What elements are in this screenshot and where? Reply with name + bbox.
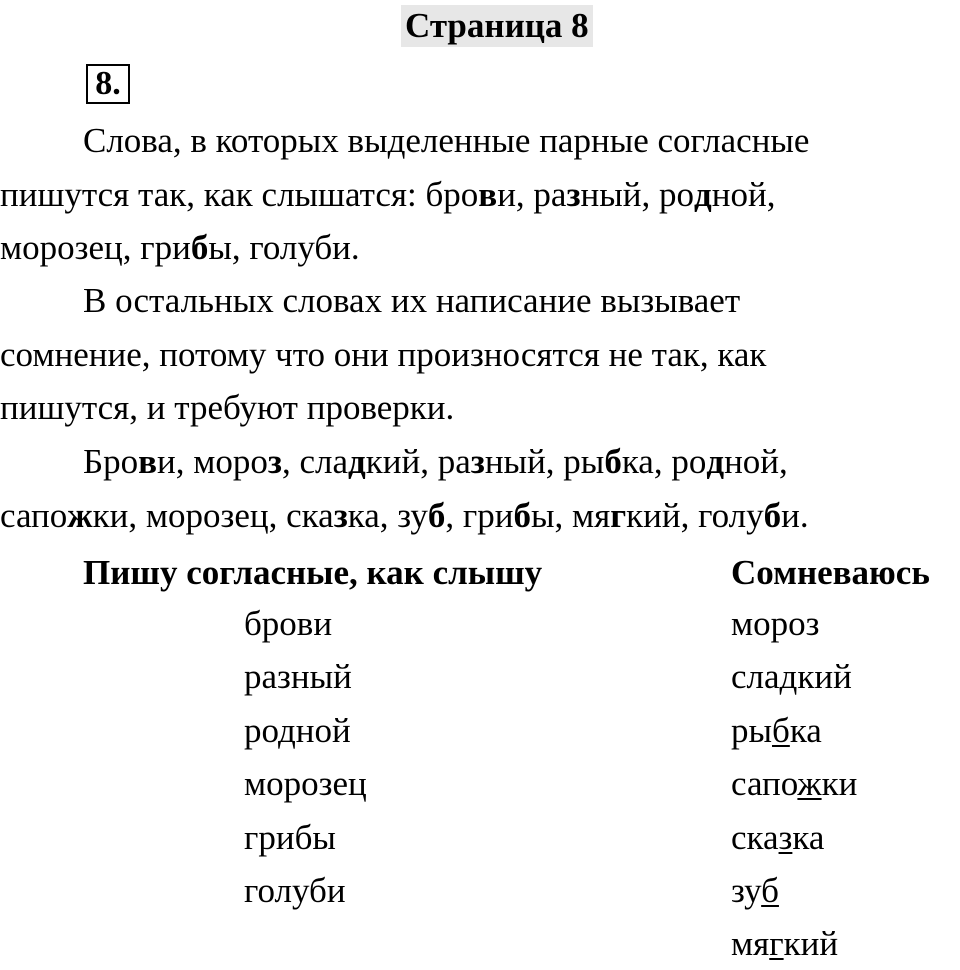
right-column-header: Сомневаюсь <box>731 553 930 592</box>
left-column-header: Пишу согласные, как слышу <box>83 553 543 592</box>
p2-line-3: пишутся, и требуют проверки. <box>0 388 455 427</box>
right-item: мороз <box>731 604 820 643</box>
right-item: сказка <box>731 818 825 857</box>
page-title: Страница 8 <box>401 5 593 47</box>
p1-line-1: Слова, в которых выделенные парные согласные <box>83 121 810 160</box>
p2-line-2: сомнение, потому что они произносятся не так, как <box>0 335 767 374</box>
left-item: родной <box>244 711 351 750</box>
right-item: мягкий <box>731 924 839 963</box>
right-item: зуб <box>731 871 779 910</box>
left-item: брови <box>244 604 333 643</box>
task-number: 8. <box>86 64 130 104</box>
left-item: разный <box>244 657 352 696</box>
p1-line-3: морозец, грибы, голуби. <box>0 228 360 267</box>
left-item: морозец <box>244 764 367 803</box>
p3-line-1: Брови, мороз, сладкий, разный, рыбка, родной, <box>83 442 788 481</box>
right-item: сладкий <box>731 657 852 696</box>
left-item: грибы <box>244 818 336 857</box>
p3-line-2: сапожки, морозец, сказка, зуб, грибы, мягкий, голуби. <box>0 496 809 535</box>
p1-line-2: пишутся так, как слышатся: брови, разный, родной, <box>0 175 776 214</box>
p2-line-1: В остальных словах их написание вызывает <box>83 281 741 320</box>
right-item: рыбка <box>731 711 822 750</box>
right-item: сапожки <box>731 764 858 803</box>
left-item: голуби <box>244 871 346 910</box>
